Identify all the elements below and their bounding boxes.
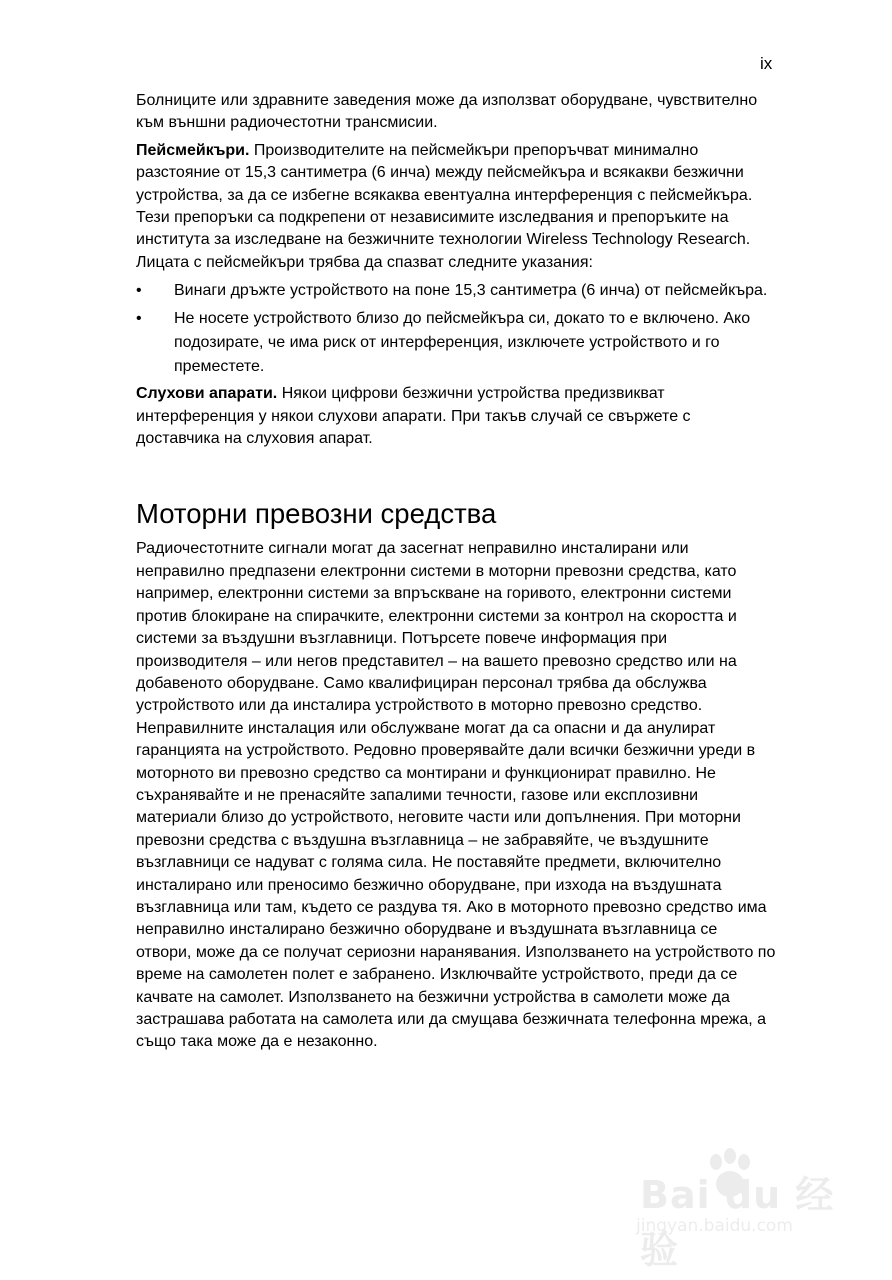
pacemakers-paragraph [136, 140, 776, 274]
hearing-aids-label: Слухови апарати. [136, 385, 278, 403]
paw-icon [706, 1148, 754, 1200]
section-heading: Моторни превозни средства [136, 498, 497, 530]
bullet-icon: • [136, 310, 142, 328]
list-item-text: Винаги дръжте устройството на поне 15,3 сантиметра (6 инча) от пейсмейкъра. [174, 282, 768, 300]
hearing-aids-text: Някои цифрови безжични устройства предизвикват интерференция у някои слухови апарати. При такъв случай се свържете с доставчика на слуховия апарат. [136, 385, 691, 448]
pacemaker-guidelines-list [136, 279, 776, 379]
hospitals-paragraph: Болниците или здравните заведения може да използват оборудване, чувствително към външни радиочестотни трансмисии. [136, 92, 758, 132]
list-item [136, 279, 776, 303]
watermark-url: jingyan.baidu.com [636, 1216, 793, 1236]
document-body [136, 90, 776, 1059]
hearing-aids-paragraph [136, 383, 776, 450]
pacemakers-text: Производителите на пейсмейкъри препоръчват минимално разстояние от 15,3 сантиметра (6 инча) между пейсмейкъра и всякакви безжични устройства, за да се избегне всякаква евентуална интерференция с пейсмейкъра. Тези препоръки са подкрепени от независимите изследвания и препоръките на института за изследване на безжичните технологии Wireless Technology Research. Лицата с пейсмейкъри трябва да спазват следните указания: [136, 141, 753, 271]
list-item [136, 307, 776, 379]
vehicles-paragraph: Радиочестотните сигнали могат да засегнат неправилно инсталирани или неправилно предпазени електронни системи в моторни превозни средства, като например, електронни системи за впръскване на горивото, електронни системи против блокиране на спирачките, електронни системи за контрол на скоростта и системи за въздушни възглавници. Потърсете повече информация при производителя – или негов представител – на вашето превозно средство или на добавеното оборудване. Само квалифициран персонал трябва да обслужва устройството или да инсталира устройството в моторно превозно средство. Неправилните инсталация или обслужване могат да са опасни и да анулират гаранцията на устройството. Редовно проверявайте дали всички безжични уреди в моторното ви превозно средство са монтирани и функционират правилно. Не съхранявайте и не пренасяйте запалими течности, газове или експлозивни материали близо до устройството, неговите части или допълнения. При моторни превозни средства с въздушна възглавница – не забравяйте, че въздушните възглавници се надуват с голяма сила. Не поставяйте предмети, включително инсталирано или преносимо безжично оборудване, при изхода на въздушната възглавница или там, където се раздува тя. Ако в моторното превозно средство има неправилно инсталирано безжично оборудване и въздушната възглавница се отвори, може да се получат сериозни наранявания. Използването на устройството по време на самолетен полет е забранено. Изключвайте устройството, преди да се качвате на самолет. Използването на безжични устройства в самолети може да застрашава работата на самолета или да смущава безжичната телефонна мрежа, а също така може да е незаконно. [136, 540, 776, 1051]
list-item-text: Не носете устройството близо до пейсмейкъра си, докато то е включено. Ако подозирате, че има риск от интерференция, изключете устройството и го преместете. [174, 310, 751, 376]
watermark [636, 1148, 846, 1272]
pacemakers-label: Пейсмейкъри. [136, 141, 250, 159]
page-number: ix [760, 54, 773, 73]
watermark-brand: Bai du 经验 [640, 1173, 835, 1272]
bullet-icon: • [136, 282, 142, 300]
